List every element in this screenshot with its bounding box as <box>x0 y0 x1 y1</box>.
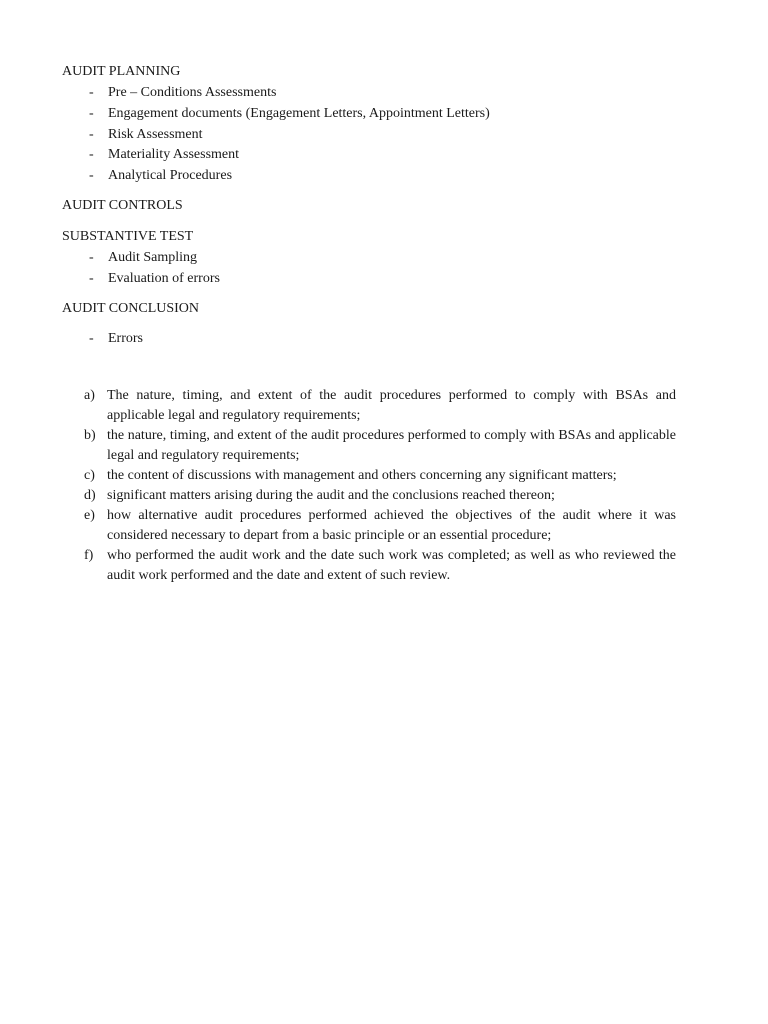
procedure-marker: c) <box>84 468 95 483</box>
list-item-text: Audit Sampling <box>108 250 198 265</box>
procedure-text: the content of discussions with management and others concerning any significant matters; <box>107 468 617 483</box>
procedure-text: significant matters arising during the audit and the conclusions reached thereon; <box>107 488 555 503</box>
list-item-text: Risk Assessment <box>108 126 203 142</box>
dash-marker: - <box>89 270 94 286</box>
procedures-list <box>84 386 676 586</box>
dash-marker: - <box>89 147 94 163</box>
dash-marker: - <box>89 85 94 100</box>
procedure-marker: e) <box>84 508 95 523</box>
procedure-item <box>84 466 676 486</box>
dash-marker: - <box>89 105 94 121</box>
heading-audit-controls: AUDIT CONTROLS <box>62 198 183 213</box>
dash-marker: - <box>89 250 94 265</box>
procedure-text: the nature, timing, and extent of the audit procedures performed to comply with BSAs and applicable legal and regulatory requirements; <box>107 428 676 463</box>
list-item-text: Evaluation of errors <box>108 270 220 286</box>
heading-substantive-test: SUBSTANTIVE TEST <box>62 229 194 244</box>
list-item-text: Materiality Assessment <box>108 147 240 163</box>
procedure-item <box>84 486 676 506</box>
procedure-text: how alternative audit procedures performed achieved the objectives of the audit where it was considered necessary to depart from a basic principle or an essential procedure; <box>107 508 676 543</box>
procedure-marker: f) <box>84 548 94 563</box>
dash-marker: - <box>89 168 94 184</box>
procedure-text: who performed the audit work and the date such work was completed; as well as who reviewed the audit work performed and the date and extent of such review. <box>107 548 676 583</box>
list-item-text: Errors <box>108 331 143 346</box>
dash-marker: - <box>89 126 94 142</box>
procedure-marker: b) <box>84 428 96 443</box>
list-item-text: Engagement documents (Engagement Letters, Appointment Letters) <box>108 105 490 121</box>
procedure-text: The nature, timing, and extent of the audit procedures performed to comply with BSAs and applicable legal and regulatory requirements; <box>107 388 676 423</box>
procedure-item <box>84 386 676 426</box>
procedure-marker: a) <box>84 388 95 403</box>
dash-marker: - <box>89 331 94 346</box>
procedure-item <box>84 426 676 466</box>
procedure-item <box>84 546 676 586</box>
heading-audit-conclusion: AUDIT CONCLUSION <box>62 301 200 316</box>
heading-audit-planning: AUDIT PLANNING <box>62 64 181 79</box>
procedure-item <box>84 506 676 546</box>
list-item-text: Pre – Conditions Assessments <box>108 85 277 100</box>
list-item-text: Analytical Procedures <box>108 168 233 184</box>
procedure-marker: d) <box>84 488 96 503</box>
